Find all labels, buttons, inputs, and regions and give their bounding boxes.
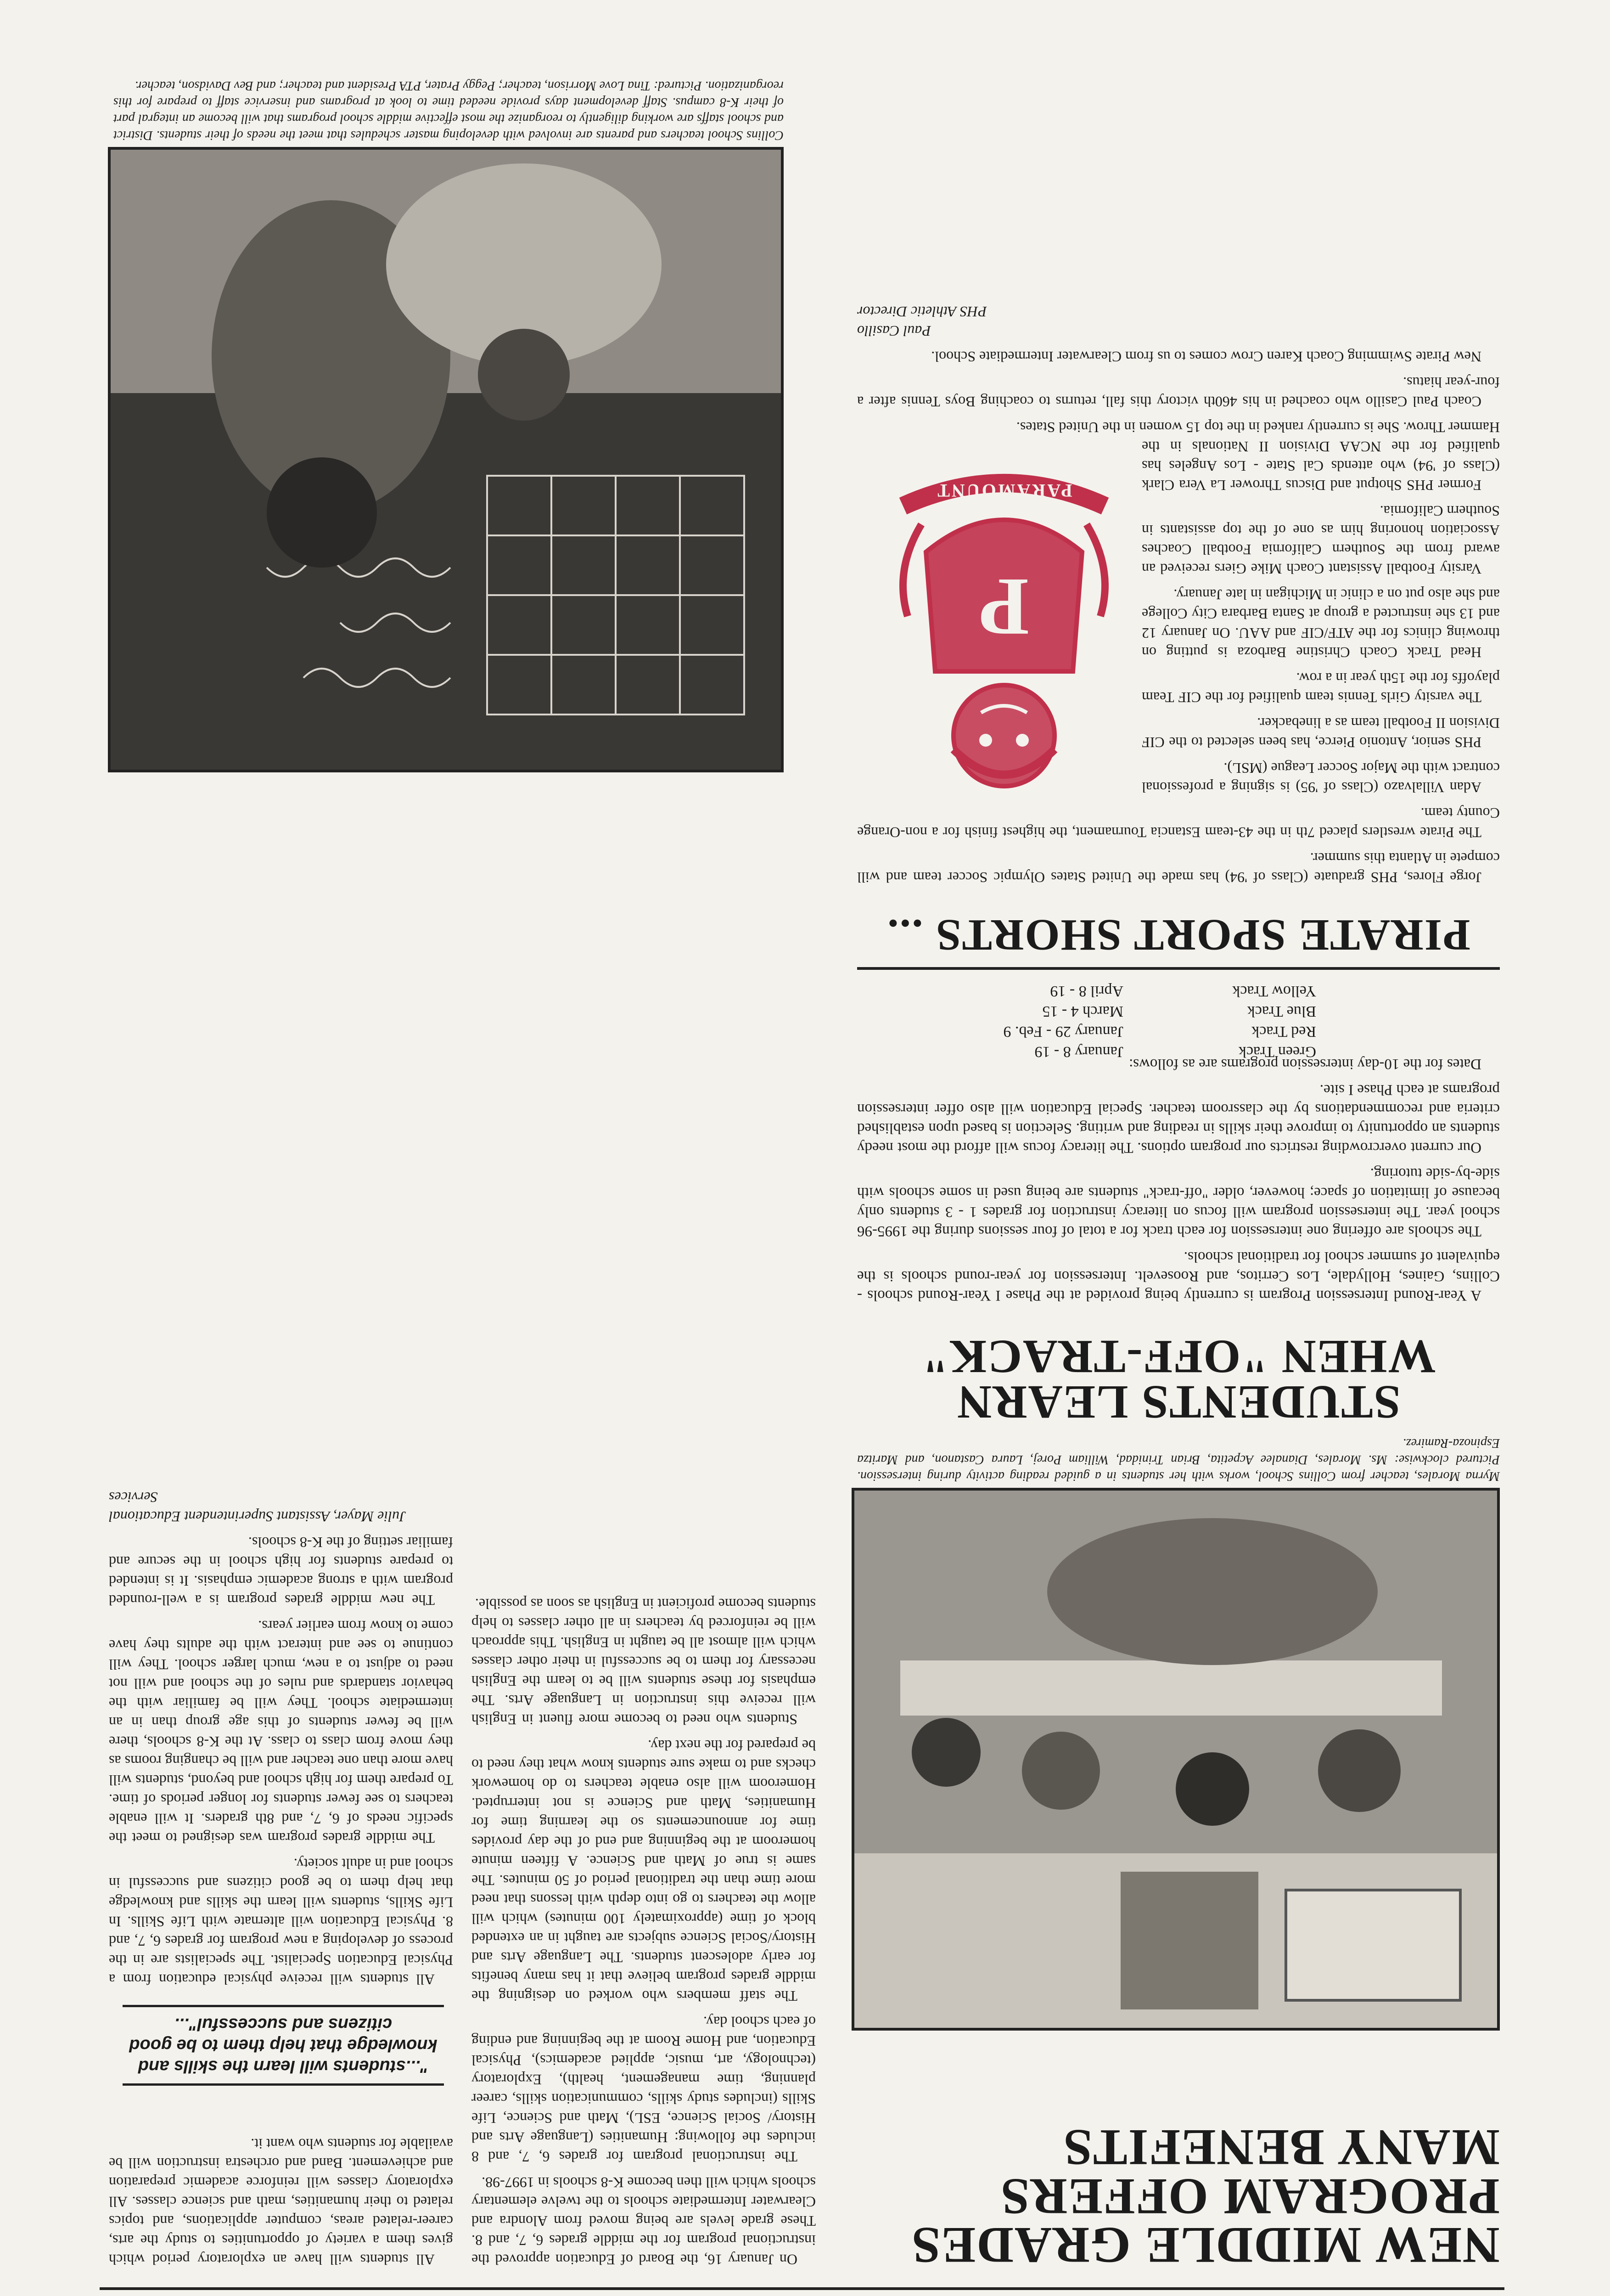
paragraph: PHS senior, Antonio Pierce, has been selected to the CIF Division II Football team as a linebacker.: [1142, 715, 1500, 751]
headline-line: PROGRAM OFFERS: [1000, 2167, 1500, 2225]
svg-text:P: P: [979, 562, 1029, 653]
chalkboard-photo-image: [111, 150, 781, 770]
paragraph: The varsity Girls Tennis team qualified for the CIF Team playoffs for the 15th year in a row.: [1142, 670, 1500, 706]
photo-caption: Collins School teachers and parents are involved with developing master schedules that meet the needs of their students. District and school staffs are working diligently to reorganize the most effective middle school programs that will become an integral part of their K-8 campus. Staff development days provide needed time to look at programs and inservice staff to prepare for this reorganization. Pictured: Tina Love Morrison, teacher; Peggy Prater, PTA President and teacher; and Bev Davidson, teacher.: [113, 79, 784, 142]
paragraph: All students will receive physical education from a Physical Education Specialist. The specialists are in the process of developing a new program for grades 6, 7, and 8. Physical Education will alternate with Life Skills. In Life Skills, students will learn the skills and knowledge that help them to be good citizens and successful in school and in adult society.: [109, 1856, 453, 1988]
photo-teachers-chalkboard: [108, 147, 784, 772]
paramount-pirate-logo: [866, 460, 1142, 809]
paragraph: New Pirate Swimming Coach Karen Crow comes to us from Clearwater Intermediate School.: [931, 349, 1481, 365]
track-name: Yellow Track: [1232, 983, 1316, 1000]
date-row: [949, 1041, 1316, 1062]
track-date: January 8 - 19: [1034, 1043, 1123, 1060]
track-date: April 8 - 19: [1050, 983, 1123, 1000]
paragraph: The staff members who worked on designing the middle grades program believe that it has many benefits for early adolescent students. The Language Arts and History/Social Science subjects are taught in an extended block of time (approximately 100 minutes) which will allow the teachers to go into depth with lessons that need more time than the traditional period of 50 minutes. The same is true of Math and Science. A fifteen minute homeroom at the beginning and end of the day provides time for announcements so the learning time for Humanities, Math and Science is not interrupted. Homeroom will also enable teachers to do homework checks and to make sure students know what they need to be prepared for the next day.: [471, 1737, 816, 2004]
paragraph: On January 16, the Board of Education approved the instructional program for the middle grades 6, 7, and 8. These grade levels are being moved from Alondra and Clearwater Intermediate schools to the twelve elementary schools which will then become K-8 schools in 1997-98.: [471, 2174, 816, 2268]
paragraph: All students will have an exploratory period which gives them a variety of opportunities to study the arts, career-related areas, computer applications, and topics related to their humanities, math and science classes. All exploratory classes will reinforce academic preparation and achievement. Band and orchestra instruction will be available for students who want it.: [109, 2136, 453, 2268]
photo-caption: Myrna Morales, teacher from Collins School, works with her students in a guided reading activity during intersession. Pictured clockwise: Ms. Morales, Dianalee Acpetita, Brian Trinidad, William Porej, Laura Castanon, and Maritza Espinoza-Ramirez.: [857, 1436, 1500, 1483]
headline-line: MANY BENEFITS: [1062, 2119, 1500, 2176]
paragraph: The new middle grades program is a well-rounded program with a strong academic emphasis. It is intended to prepare students for high school in the secure and familiar setting of the K-8 schools.: [109, 1534, 453, 1609]
paragraph: Varsity Football Assistant Coach Mike Giers received an award from the Southern California Football Coaches Association honoring him as one of the top assistants in Southern California.: [1142, 503, 1500, 577]
headline-line: NEW MIDDLE GRADES: [911, 2217, 1500, 2273]
paragraph: Adan Villalvazo (Class of '95) is signing a professional contract with the Major Soccer League (MSL).: [1142, 760, 1500, 796]
page-header: [100, 2287, 1504, 2296]
paragraph: Dates for the 10-day intersession programs are as follows:: [1129, 1056, 1481, 1072]
headline-line: STUDENTS LEARN: [956, 1376, 1401, 1429]
paragraph: The Pirate wrestlers placed 7th in the 43-team Estancia Tournament, the highest finish for a non-Orange County team.: [857, 805, 1500, 841]
photo-reading-group: [852, 1488, 1500, 2031]
headline-sport-shorts: PIRATE SPORT SHORTS ...: [886, 910, 1470, 960]
article-column: [109, 1227, 453, 1989]
logo-banner-text: PARAMOUNT: [936, 480, 1072, 501]
headline-line: WHEN "OFF-TRACK": [921, 1330, 1436, 1384]
pull-quote: "...students will learn the skills and knowledge that help them to be good citizens and successful"...: [123, 2005, 444, 2086]
track-date: March 4 - 15: [1042, 1003, 1123, 1020]
track-name: Green Track: [1238, 1043, 1316, 1060]
section-divider: [857, 967, 1500, 970]
date-row: [949, 981, 1316, 1001]
classroom-photo-image: [854, 1491, 1497, 2028]
byline: Julie Mayer, Assistant Superintendent Educational Services: [109, 1489, 406, 1525]
signature-name: Paul Casillo: [857, 323, 931, 339]
pirate-logo-icon: [866, 460, 1142, 809]
headline-off-track: [857, 1330, 1500, 1429]
article-column: [857, 1048, 1500, 1305]
headline-middle-grades: [848, 2119, 1500, 2273]
paragraph: The middle grades program was designed to meet the specific needs of 6, 7, and 8th graders. It will enable teachers to see fewer students for longer periods of time. To prepare them for high school and beyond, students will have more than one teacher and will be changing rooms as they move from class to class. At the K-8 schools, there will be fewer students of this age group than in an intermediate school. They will be familiar with the behavior standards and rules of the school and will not need to adjust to a new, much larger school. They will continue to see and interact with the adults they have come to know from earlier years.: [109, 1618, 453, 1846]
track-name: Red Track: [1251, 1023, 1316, 1040]
track-name: Blue Track: [1247, 1003, 1316, 1020]
paragraph: A Year-Round Intersession Program is currently being provided at the Phase I Year-Round schools - Collins, Gaines, Hollydale, Los Cerritos, and Roosevelt. Intersession for year-round schools is the equivalent of summer school for traditional schools.: [857, 1249, 1500, 1304]
signature-title: PHS Athletic Director: [857, 304, 987, 320]
page-number: [1495, 2290, 1504, 2296]
track-date: January 29 - Feb. 9: [1003, 1023, 1123, 1040]
paragraph: Head Track Coach Christine Barboza is putting on throwing clinics for the ATF/CIF and AAU. On January 12 and 13 she instructed a group at Santa Barbara City College and she also put on a clinic in Michigan in late January.: [1142, 586, 1500, 661]
date-row: [949, 1001, 1316, 1021]
paragraph: Coach Paul Casillo who coached in his 460th victory this fall, returns to coaching Boys Tennis after a four-year hiatus.: [857, 374, 1500, 410]
date-row: [949, 1021, 1316, 1041]
paragraph: Students who need to become more fluent in English will receive this instruction in Language Arts. The emphasis for these students will be to learn the English necessary for them to be successful in their other classes which will almost all be taught in English. This approach will be reinforced by teachers in all other classes to help students become proficient in English as soon as possible.: [471, 1596, 816, 1728]
paragraph: Former PHS Shotput and Discus Thrower La Vera Clark (Class of '94) who attends Cal State - Los Angeles has qualified for the NCAA Division II Nationals in the Hammer Throw. She is currently ranked in the top 15 women in the United States.: [1016, 419, 1500, 494]
article-column: [109, 2095, 453, 2269]
paragraph: The instructional program for grades 6, 7, and 8 includes the following: Humanities (Language Arts and History/ Social Science, ESL), Math and Science, Life Skills (includes study skills, communication skills, career planning, time management, health), Exploratory (technology, art, music, applied academics), Physical Education, and Home Room at the beginning and ending of each school day.: [471, 2014, 816, 2165]
paragraph: The schools are offering one intersession for each track for a total of four sessions during the 1995-96 school year. The intersession program will focus on literacy instruction for grades 1 - 3 students only because of limitation of space; however, older "off-track" students are being used in some schools with side-by-side tutoring.: [857, 1165, 1500, 1239]
publication-name: [100, 2290, 238, 2296]
article-column: [471, 685, 816, 2269]
paragraph: Our current overcrowding restricts our program options. The literacy focus will afford the most needy students an opportunity to improve their skills in reading and writing. Selection is based upon established criteria and recommendations by the classroom teacher. Special Education will also offer intersession programs at each Phase I site.: [857, 1081, 1500, 1156]
paragraph: Jorge Flores, PHS graduate (Class of '94) has made the United States Olympic Soccer team and will compete in Atlanta this summer.: [857, 850, 1500, 886]
intersession-dates: [949, 981, 1316, 1062]
